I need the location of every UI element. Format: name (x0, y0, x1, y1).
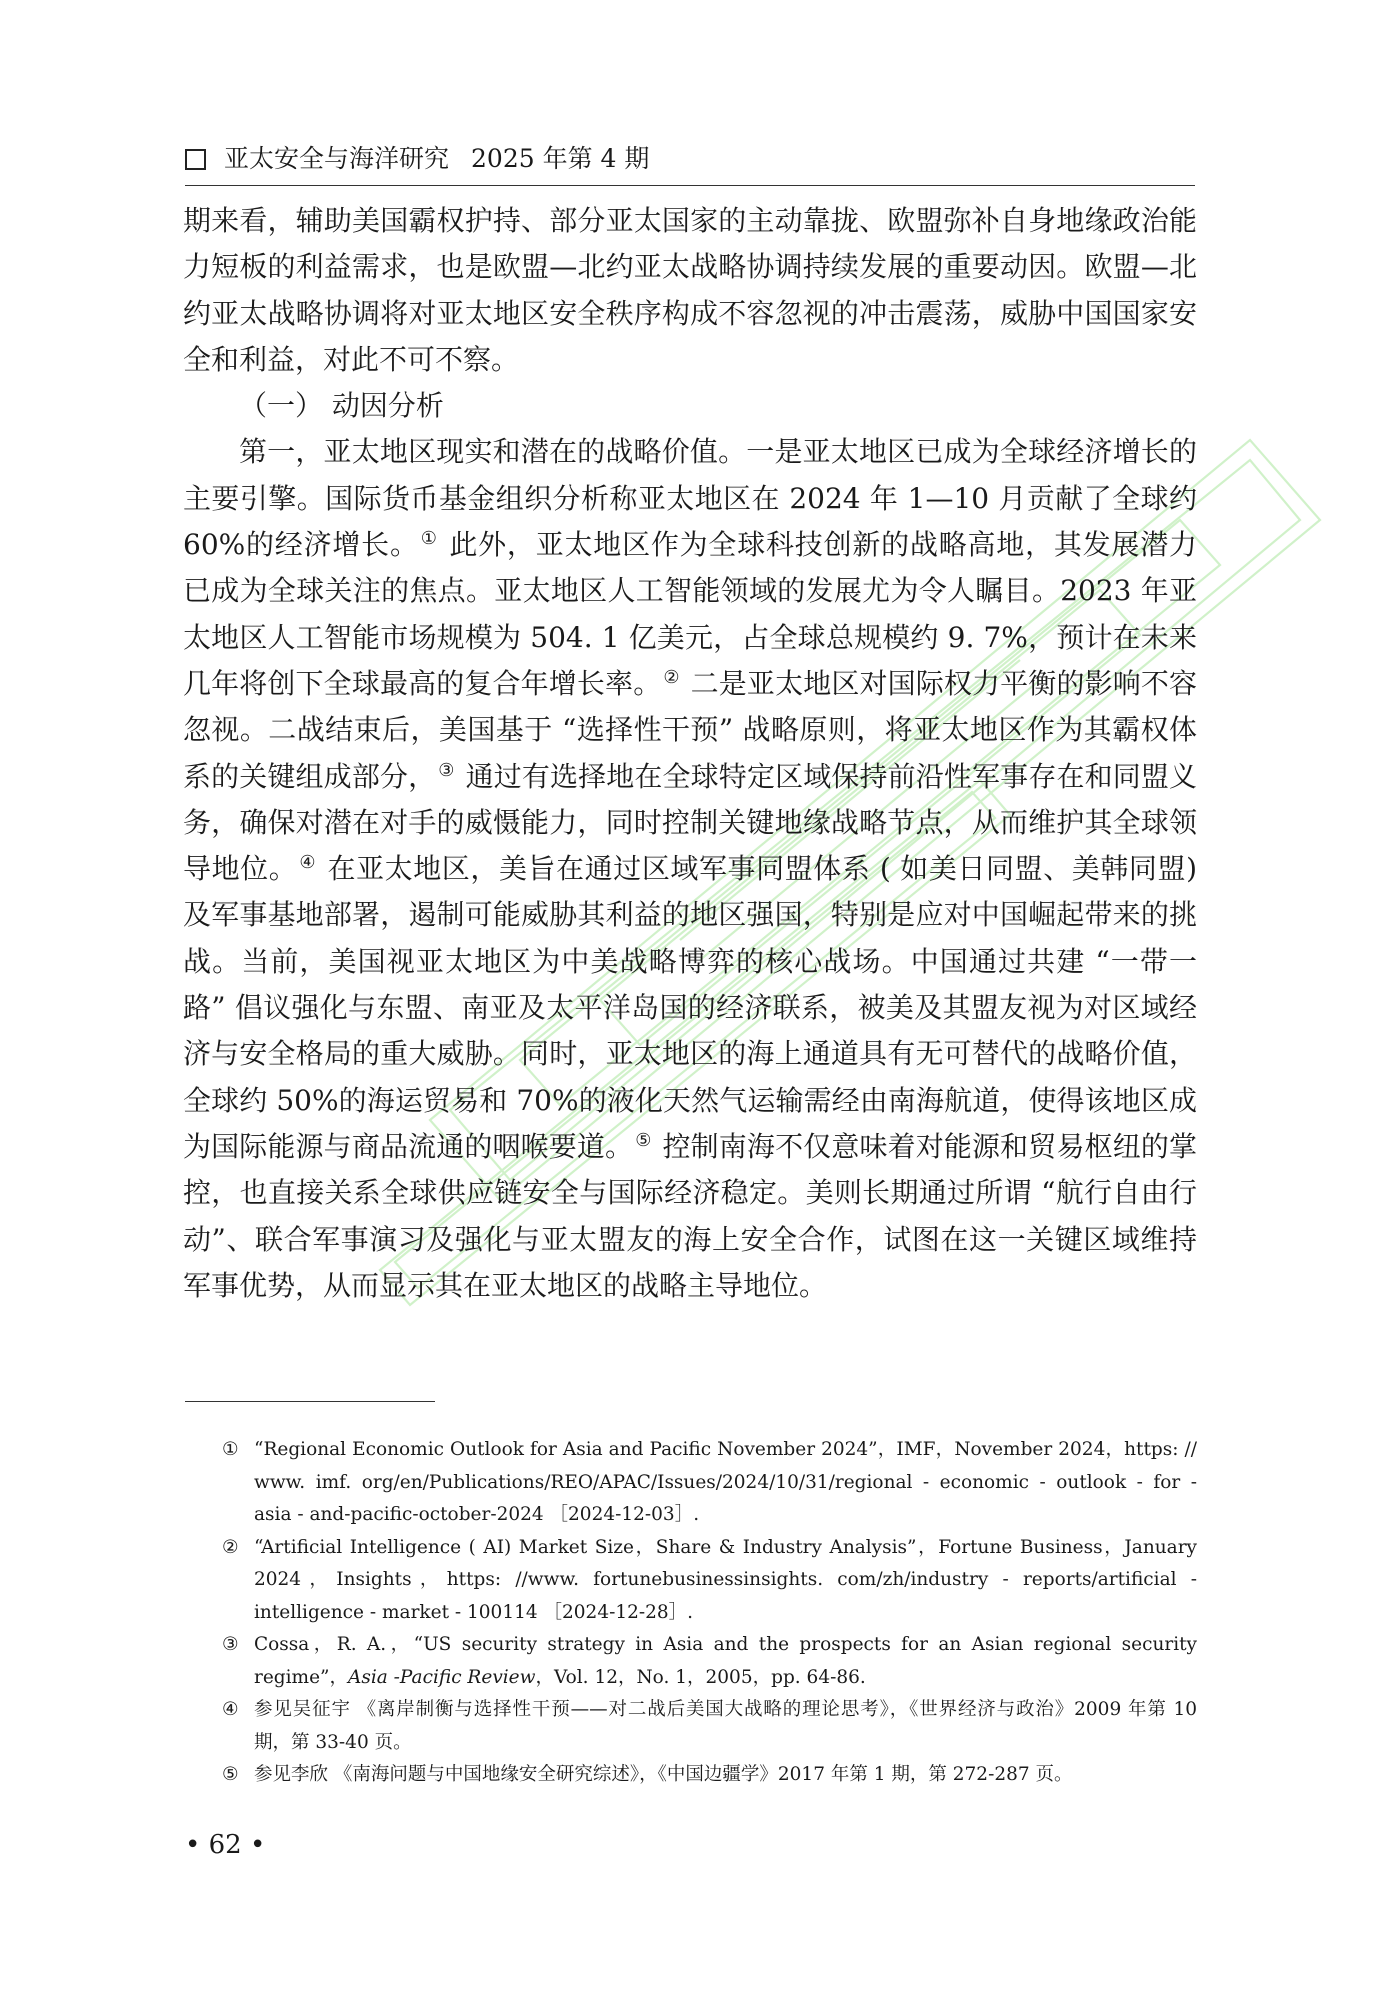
text-segment: 二是亚太地区对国际权力平衡的影响不容忽视。二战结束后，美国基于 “选择性干预” 战略原则，将亚太地区作为其霸权体系的关键组成部分， (183, 666, 1197, 793)
footnote-text: ，Vol. 12，No. 1，2005，pp. 64-86. (535, 1666, 866, 1688)
footnote-1 (222, 1434, 1197, 1532)
footnote-ref-4[interactable]: ④ (299, 852, 317, 874)
text-segment: 此外，亚太地区作为全球科技创新的战略高地，其发展潜力已成为全球关注的焦点。亚太地区人工智能领域的发展尤为令人瞩目。2023 年亚太地区人工智能市场规模为 504. 1 亿美元，占全球总规模约 9. 7%，预计在未来几年将创下全球最高的复合年增长率。 (183, 528, 1197, 700)
text-segment: 第一，亚太地区现实和潜在的战略价值。一是亚太地区已成为全球经济增长的主要引擎。国际货币基金组织分析称亚太地区在 2024 年 1—10 月贡献了全球约 60%的经济增长。 (183, 435, 1197, 562)
footnote-ref-3[interactable]: ③ (438, 759, 455, 781)
header-rule (185, 185, 1195, 186)
footnote-4 (222, 1694, 1197, 1759)
footnote-3 (222, 1629, 1197, 1694)
footnotes (222, 1434, 1197, 1792)
journal-title: Asia -Pacific Review (348, 1666, 536, 1688)
page-number: • 62 • (185, 1830, 266, 1860)
footnote-5 (222, 1759, 1197, 1792)
footnote-rule (185, 1401, 435, 1402)
paragraph-2 (183, 429, 1197, 1309)
paragraph-1: 期来看，辅助美国霸权护持、部分亚太国家的主动靠拢、欧盟弥补自身地缘政治能力短板的利益需求，也是欧盟—北约亚太战略协调持续发展的重要动因。欧盟—北约亚太战略协调将对亚太地区安全秩序构成不容忽视的冲击震荡，威胁中国国家安全和利益，对此不可不察。 (183, 204, 1197, 376)
text-segment: 控制南海不仅意味着对能源和贸易枢纽的掌控，也直接关系全球供应链安全与国际经济稳定。美则长期通过所谓 “航行自由行动”、联合军事演习及强化与亚太盟友的海上安全合作，试图在这一关键区域维持军事优势，从而显示其在亚太地区的战略主导地位。 (183, 1129, 1197, 1302)
footnote-number: ③ (222, 1634, 239, 1655)
footnote-text: “Regional Economic Outlook for Asia and Pacific November 2024”，IMF，November 2024，https: // www. imf. org/en/Publications/REO/APAC/Issues/2024/10/31/regional - economic - outlook - for - asia - and-pacific-october-2024 ［2024-12-03］. (254, 1439, 1197, 1525)
text-segment: 通过有选择地在全球特定区域保持前沿性军事存在和同盟义务，确保对潜在对手的威慑能力，同时控制关键地缘战略节点，从而维护其全球领导地位。 (183, 759, 1198, 886)
footnote-number: ② (222, 1536, 239, 1558)
footnote-ref-2[interactable]: ② (663, 666, 680, 688)
footnote-text: 参见李欣 《南海问题与中国地缘安全研究综述》，《中国边疆学》2017 年第 1 期，第 272-287 页。 (254, 1764, 1073, 1785)
text-segment: 在亚太地区，美旨在通过区域军事同盟体系 ( 如美日同盟、美韩同盟) 及军事基地部署，遏制可能威胁其利益的地区强国，特别是应对中国崛起带来的挑战。当前，美国视亚太地区为中美战略博弈的核心战场。中国通过共建 “一带一路” 倡议强化与东盟、南亚及太平洋岛国的经济联系，被美及其盟友视为对区域经济与安全格局的重大威胁。同时，亚太地区的海上通道具有无可替代的战略价值，全球约 50%的海运贸易和 70%的液化天然气运输需经由南海航道，使得该地区成为国际能源与商品流通的咽喉要道。 (183, 852, 1197, 1163)
footnote-number: ④ (222, 1699, 239, 1720)
footnote-number: ① (222, 1439, 239, 1460)
footnote-number: ⑤ (222, 1764, 239, 1785)
square-box-icon (185, 149, 206, 170)
footnote-text: 参见吴征宇 《离岸制衡与选择性干预——对二战后美国大战略的理论思考》，《世界经济与政治》2009 年第 10 期，第 33-40 页。 (254, 1699, 1197, 1753)
footnote-ref-5[interactable]: ⑤ (635, 1129, 652, 1151)
journal-name: 亚太安全与海洋研究 (224, 144, 450, 173)
section-heading: （一） 动因分析 (239, 389, 444, 423)
running-header (185, 142, 1195, 176)
footnote-ref-1[interactable]: ① (420, 528, 438, 550)
footnote-2 (222, 1532, 1197, 1630)
main-text (183, 198, 1197, 1309)
issue-label: 2025 年第 4 期 (471, 144, 650, 173)
footnote-text: “Artificial Intelligence ( AI) Market Size，Share & Industry Analysis”，Fortune Business，January 2024，Insights，https: //www. fortunebusinessinsights. com/zh/industry - reports/artificial - intelligence - market - 100114 ［2024-12-28］. (254, 1536, 1197, 1623)
footnote-text: Cossa，R. A.，“US security strategy in Asia and the prospects for an Asian regional security regime”， (254, 1634, 1197, 1688)
